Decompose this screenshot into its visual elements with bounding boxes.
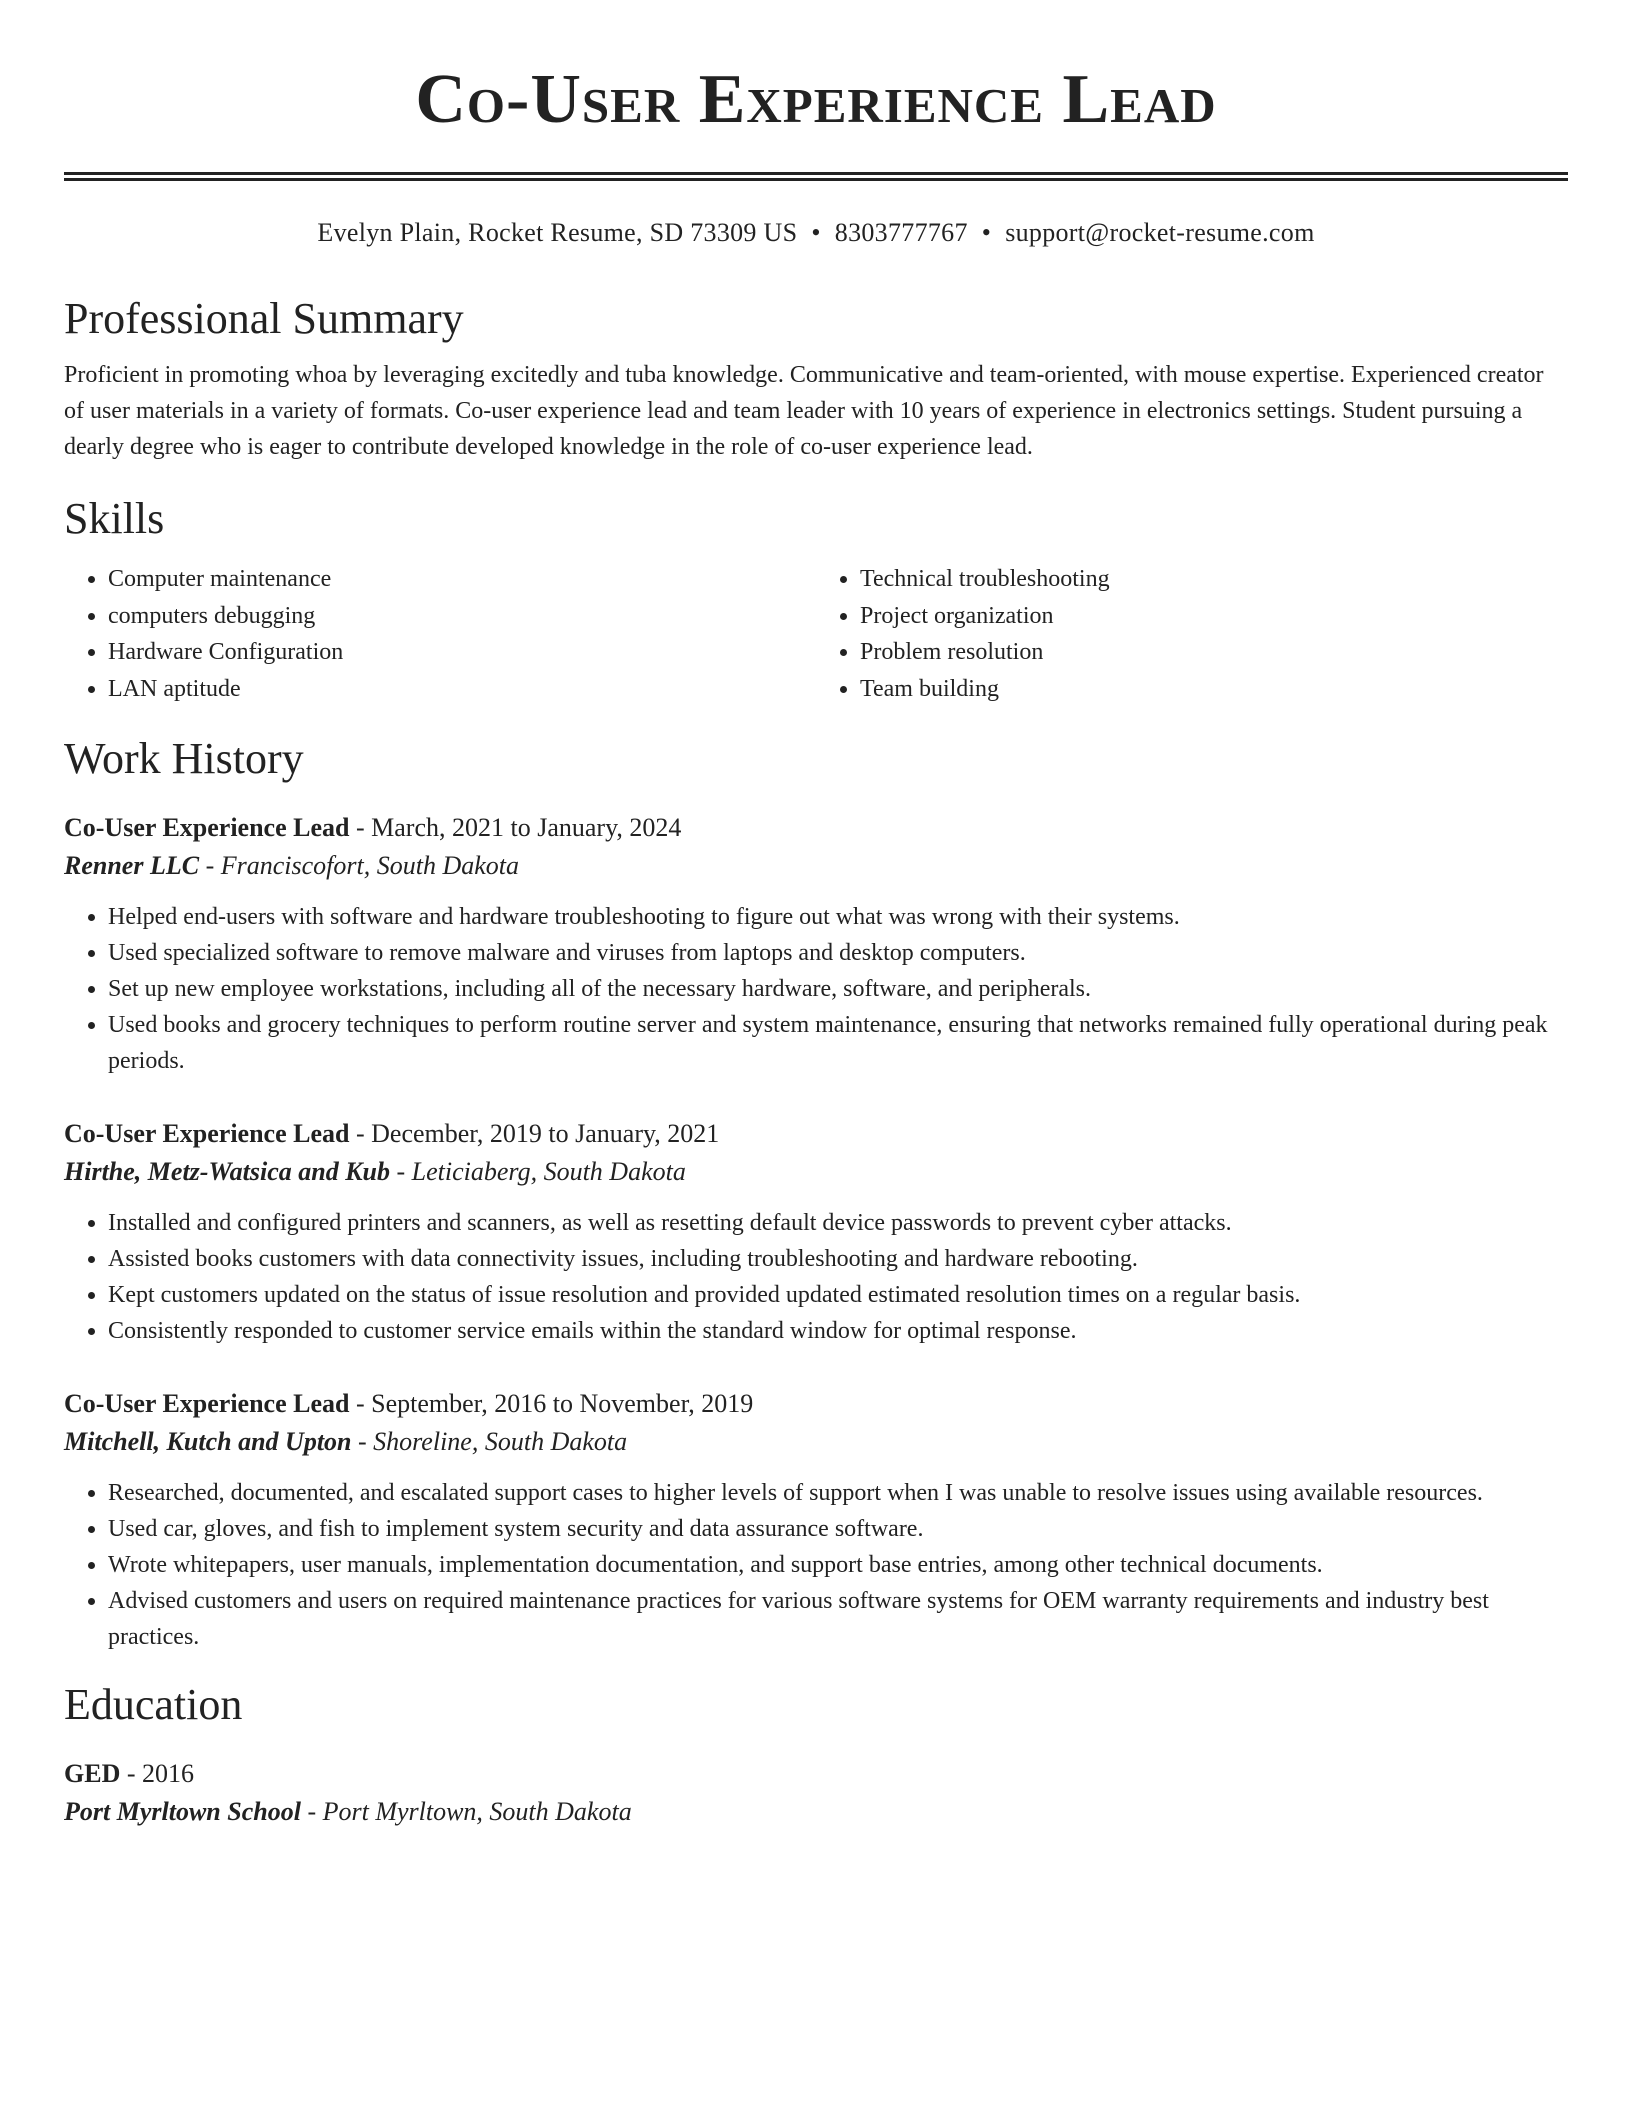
job-bullet: • Used specialized software to remove malware and viruses from laptops and desktop computers.: [108, 935, 1568, 971]
job-title: Co-User Experience Lead: [64, 1119, 350, 1148]
job-bullet: • Used books and grocery techniques to perform routine server and system maintenance, ensuring that networks remained fully operational during peak periods.: [108, 1007, 1568, 1079]
degree-line: [64, 1755, 1568, 1793]
skill-item: • Project organization: [860, 598, 1568, 635]
job-bullet: • Advised customers and users on required maintenance practices for various software systems for OEM warranty requirements and industry best practices.: [108, 1583, 1568, 1655]
job-dates: - December, 2019 to January, 2021: [349, 1119, 720, 1148]
job-bullets: [64, 1205, 1568, 1349]
contact-line: [64, 215, 1568, 251]
job-entry: [64, 1115, 1568, 1349]
skills-list: [64, 561, 1568, 707]
job-bullet: • Assisted books customers with data connectivity issues, including troubleshooting and hardware rebooting.: [108, 1241, 1568, 1277]
job-bullet: • Researched, documented, and escalated support cases to higher levels of support when I was unable to resolve issues using available resources.: [108, 1475, 1568, 1511]
job-title-line: [64, 809, 1568, 847]
summary-heading: Professional Summary: [64, 294, 464, 343]
degree-name: GED: [64, 1759, 121, 1788]
skills-column-left: [64, 561, 816, 707]
job-title-line: [64, 1115, 1568, 1153]
contact-address: Evelyn Plain, Rocket Resume, SD 73309 US: [317, 218, 798, 247]
job-entry: [64, 1385, 1568, 1655]
job-bullet: • Set up new employee workstations, including all of the necessary hardware, software, and peripherals.: [108, 971, 1568, 1007]
summary-text: Proficient in promoting whoa by leveraging excitedly and tuba knowledge. Communicative and team-oriented, with mouse expertise. Experienced creator of user materials in a variety of formats. Co-user experience lead and team leader with 10 years of experience in electronics settings. Student pursuing a dearly degree who is eager to contribute developed knowledge in the role of co-user experience lead.: [64, 362, 1544, 460]
education-heading: Education: [64, 1680, 243, 1729]
job-title: Co-User Experience Lead: [64, 813, 350, 842]
skill-item: • computers debugging: [108, 598, 816, 635]
job-bullet: • Wrote whitepapers, user manuals, implementation documentation, and support base entries, among other technical documents.: [108, 1547, 1568, 1583]
job-title: Co-User Experience Lead: [64, 1389, 350, 1418]
job-dates: - September, 2016 to November, 2019: [349, 1389, 754, 1418]
company-line: [64, 1423, 1568, 1461]
skills-heading: Skills: [64, 494, 165, 543]
skill-item: • Computer maintenance: [108, 561, 816, 598]
company-location: - Franciscofort, South Dakota: [199, 851, 519, 880]
school-name: Port Myrltown School: [64, 1797, 301, 1826]
job-bullets: [64, 1475, 1568, 1655]
school-line: [64, 1793, 1568, 1831]
work-history-heading: Work History: [64, 734, 304, 783]
contact-separator: •: [981, 218, 992, 247]
contact-separator: •: [811, 218, 821, 247]
skill-item: • Problem resolution: [860, 634, 1568, 671]
job-dates: - March, 2021 to January, 2024: [349, 813, 682, 842]
education-entry: [64, 1755, 1568, 1831]
job-title-line: [64, 1385, 1568, 1423]
title-divider: [64, 172, 1568, 181]
company-name: Mitchell, Kutch and Upton: [64, 1427, 352, 1456]
job-entry: [64, 809, 1568, 1079]
skill-item: • Team building: [860, 671, 1568, 708]
degree-year: - 2016: [120, 1759, 195, 1788]
skill-item: • Technical troubleshooting: [860, 561, 1568, 598]
job-bullet: • Installed and configured printers and scanners, as well as resetting default device passwords to prevent cyber attacks.: [108, 1205, 1568, 1241]
company-name: Renner LLC: [64, 851, 200, 880]
job-bullets: [64, 899, 1568, 1079]
job-bullet: • Consistently responded to customer service emails within the standard window for optimal response.: [108, 1313, 1568, 1349]
company-line: [64, 847, 1568, 885]
resume-title: Co-User Experience Lead: [415, 61, 1217, 138]
skills-column-right: [816, 561, 1568, 707]
job-bullet: • Helped end-users with software and hardware troubleshooting to figure out what was wrong with their systems.: [108, 899, 1568, 935]
school-location: - Port Myrltown, South Dakota: [300, 1797, 632, 1826]
job-bullet: • Used car, gloves, and fish to implement system security and data assurance software.: [108, 1511, 1568, 1547]
company-line: [64, 1153, 1568, 1191]
skill-item: • Hardware Configuration: [108, 634, 816, 671]
contact-email: support@rocket-resume.com: [1005, 218, 1315, 247]
job-bullet: • Kept customers updated on the status of issue resolution and provided updated estimated resolution times on a regular basis.: [108, 1277, 1568, 1313]
skill-item: • LAN aptitude: [108, 671, 816, 708]
company-name: Hirthe, Metz-Watsica and Kub: [64, 1157, 391, 1186]
contact-phone: 8303777767: [834, 218, 968, 247]
company-location: - Leticiaberg, South Dakota: [390, 1157, 686, 1186]
company-location: - Shoreline, South Dakota: [351, 1427, 628, 1456]
